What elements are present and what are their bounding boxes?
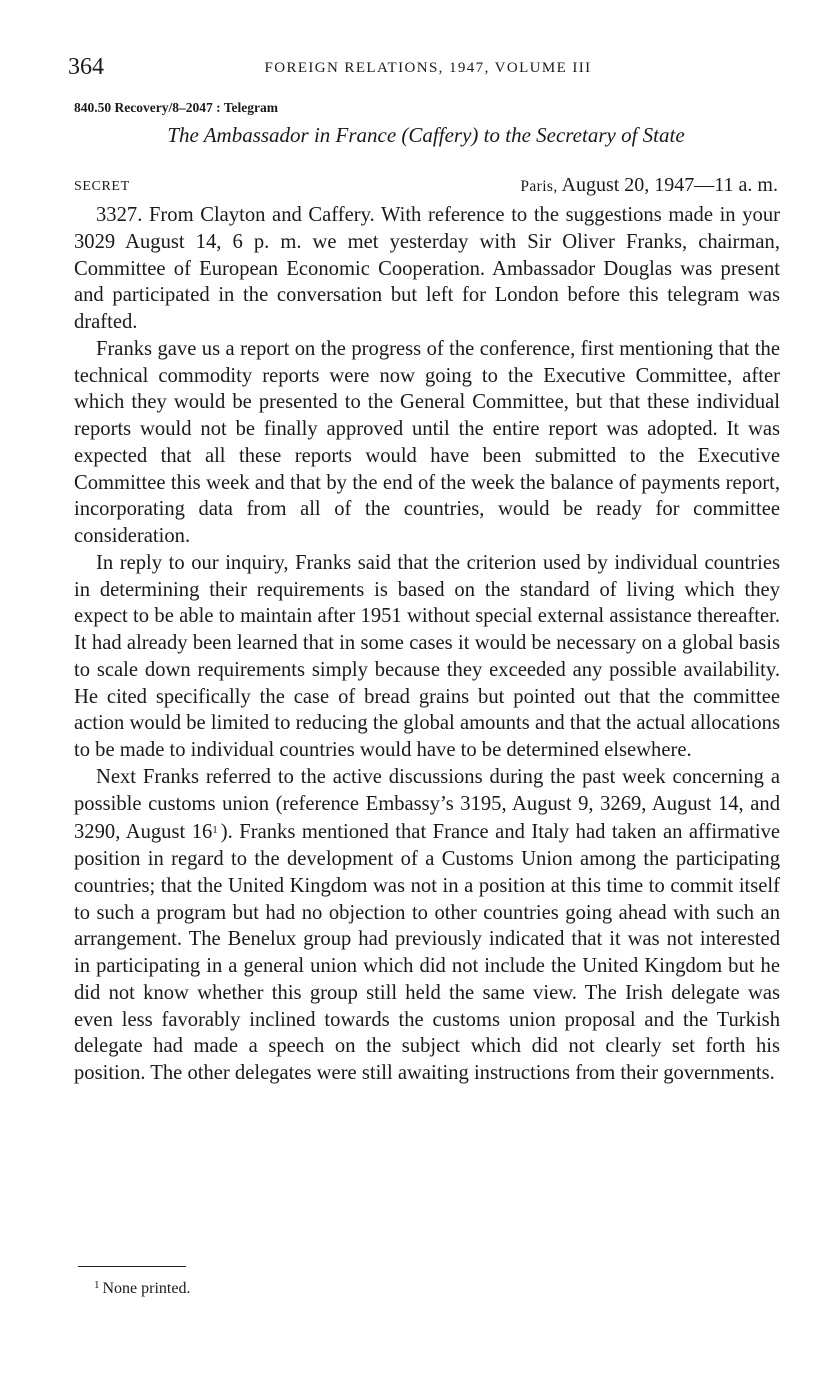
paragraph-text-after-note: ). Franks mentioned that France and Italy had taken an affirmative position in regard to the development of a Customs Union among the participating countries; that the United Kingdom was not in a position at this time to commit itself to such a program but had no objection to other countries going ahead with such an arrangement. The Benelux group had previously indicated that it was not interested in participating in a general union which did not include the United Kingdom but he did not know whether this group still held the same view. The Irish delegate was even less favorably inclined towards the customs union proposal and the Turkish delegate had made a speech on the subject which did not clearly set forth his position. The other delegates were still awaiting instructions from their governments. (74, 821, 781, 1084)
document-meta (74, 172, 778, 200)
footnote-text: None printed. (102, 1280, 191, 1297)
body-paragraph: Franks gave us a report on the progress of the conference, first mentioning that the technical commodity reports were now going to the Executive Committee, after which they would be presented to the General Committee, but that these individual reports would not be finally approved until the entire report was adopted. It was expected that all these reports would have been submitted to the Executive Committee this week and that by the end of the week the balance of payments report, incorporating data from all of the countries, would be ready for committee consideration. (74, 337, 780, 547)
classification-label: SECRET (74, 179, 130, 194)
footnote-mark: 1 (94, 1279, 100, 1291)
running-head: FOREIGN RELATIONS, 1947, VOLUME III (264, 60, 592, 76)
document-title: The Ambassador in France (Caffery) to the Secretary of State (167, 123, 685, 147)
page-number: 364 (68, 54, 104, 80)
page-header (68, 52, 780, 82)
paragraph-text-before-note: Next Franks referred to the active discussions during the past week concerning a possible customs union (reference Embassy’s 3195, August 9, 3269, August 14, and 3290, August 16 (74, 765, 780, 844)
telegram-body (74, 202, 780, 1087)
body-paragraph: In reply to our inquiry, Franks said that the criterion used by individual countries in determining their requirements is based on the standard of living which they expect to be able to maintain after 1951 without special external assistance thereafter. It had already been learned that in some cases it would be necessary on a global basis to scale down requirements simply because they exceeded any possible availability. He cited specifically the case of bread grains but pointed out that the committee action would be limited to reducing the global amounts and that the actual allocations to be made to individual countries would have to be determined elsewhere. (74, 551, 780, 761)
dateline-date: August 20, 1947—11 a. m. (561, 174, 778, 196)
body-paragraph (74, 764, 780, 1087)
dateline-place: Paris, (520, 178, 558, 195)
footnote (94, 1274, 190, 1300)
body-paragraph: 3327. From Clayton and Caffery. With reference to the suggestions made in your 3029 August 14, 6 p. m. we met yesterday with Sir Oliver Franks, chairman, Committee of European Economic Cooperation. Ambassador Douglas was present and participated in the conversation but left for London before this telegram was drafted. (74, 204, 780, 333)
dateline (520, 172, 778, 200)
footnote-divider (78, 1266, 186, 1267)
document-reference: 840.50 Recovery/8–2047 : Telegram (74, 100, 278, 115)
footnote-reference: 1 (212, 824, 218, 837)
